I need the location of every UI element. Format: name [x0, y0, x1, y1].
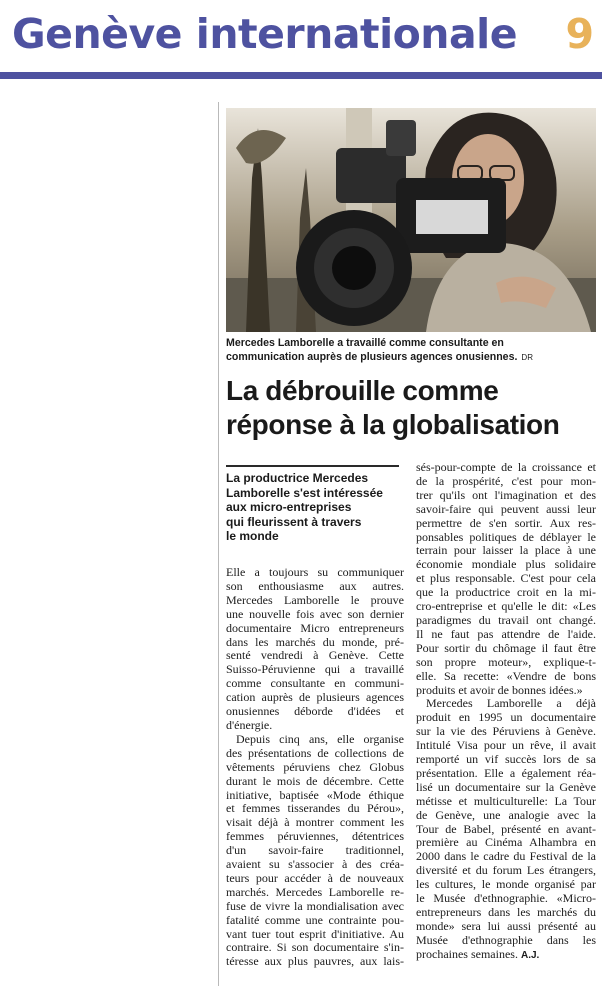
masthead — [0, 0, 602, 86]
body-line: monde» sera lui aussi présenté au — [416, 918, 596, 933]
caption-line: communication auprès de plusieurs agences onusiennes. — [226, 351, 518, 363]
article-headline — [226, 374, 596, 442]
article-lead — [226, 471, 404, 544]
body-line: Il ne faut pas attendre de l'aide. — [416, 626, 596, 641]
body-line: ponsables politiques de déblayer le — [416, 529, 596, 544]
body-line: senté vendredi à Genève. Cette — [226, 648, 404, 663]
body-line: elle. Sa recette: «Vendre de bons — [416, 668, 596, 683]
photo-credit: DR — [521, 353, 533, 362]
body-line: femmes péruviennes, détentrices — [226, 829, 404, 844]
body-line: cation auprès de plusieurs agences — [226, 690, 404, 705]
body-line: économie mondiale plus solidaire — [416, 557, 596, 572]
body-line: onusiennes déborde d'idées et — [226, 704, 404, 719]
body-line: entrepreneurs dans les marchés du — [416, 905, 596, 919]
caption-line: Mercedes Lamborelle a travaillé comme consultante en — [226, 337, 504, 349]
body-line: Intitulé Visa pour un rêve, il avait — [416, 738, 596, 753]
body-line: sur la vie des Péruviens à Genève. — [416, 724, 596, 739]
body-line: sés-pour-compte de la croissance et — [416, 460, 596, 474]
body-line: vant tuer tout esprit d'initiative. Au — [226, 926, 404, 941]
body-line: que la productrice croit en la mi- — [416, 585, 596, 600]
body-line: métisse et multiculturelle: La Tour — [416, 793, 596, 808]
section-title: Genève internationale — [12, 10, 518, 58]
body-line: produit en 1995 un documentaire — [416, 710, 596, 725]
body-line: Depuis cinq ans, elle organise — [236, 731, 404, 746]
body-line: son enthousiasme aux autres. — [226, 578, 404, 593]
body-line: et femmes tisserandes du Pérou», — [226, 801, 404, 816]
headline-line: La débrouille comme — [226, 375, 499, 406]
body-line: initiative, baptisée «Mode éthique — [226, 787, 404, 802]
lead-line: qui fleurissent à travers — [226, 514, 362, 529]
body-line: visait déjà à montrer comment les — [226, 815, 404, 830]
body-line-text: prochaines semaines. — [416, 946, 518, 961]
body-line: d'un savoir-faire traditionnel, — [226, 843, 404, 858]
body-line: terrain pour laisser la place à une — [416, 543, 596, 558]
body-line: d'énergie. — [226, 717, 273, 732]
body-line: lisé un documentaire sur la Genève — [416, 779, 596, 794]
body-line: Mercedes Lamborelle a déjà — [426, 696, 596, 711]
page-number: 9 — [565, 10, 594, 58]
body-line: des présentations de collections de — [226, 745, 404, 760]
body-line: première au Cinéma Alhambra en — [416, 835, 596, 850]
lead-line: Lamborelle s'est intéressée — [226, 485, 383, 500]
body-line: comme consultante en communi- — [226, 676, 404, 691]
body-column-2 — [416, 461, 596, 963]
body-line: permettre de s'en sortir. Aux res- — [416, 515, 596, 530]
body-line: Mercedes Lamborelle le prouve — [226, 592, 404, 607]
lead-line: le monde — [226, 529, 279, 543]
author-signature: A.J. — [520, 949, 540, 961]
body-line: marchés. Mercedes Lamborelle re- — [226, 884, 404, 899]
body-line: paradigmes du travail ont changé. — [416, 612, 596, 627]
body-line: diversité et du forum Les étrangers, — [416, 863, 596, 878]
masthead-rule — [0, 72, 602, 79]
body-line: avaient su s'associer à des créa- — [226, 857, 404, 872]
body-line: de Genève, une analogie avec la — [416, 807, 596, 822]
photo-caption — [226, 336, 596, 365]
body-line: vêtements péruviens chez Globus — [226, 759, 404, 774]
lead-line: aux micro-entreprises — [226, 500, 352, 514]
body-line: présentation. Elle a également réa- — [416, 765, 596, 780]
body-line: Musée d'ethnographie dans les — [416, 932, 596, 947]
body-line: remporté un vif succès lors de sa — [416, 752, 596, 767]
body-line — [416, 948, 596, 963]
body-line: trer qu'ils ont l'imagination et des — [416, 487, 596, 502]
body-line: Tour de Babel, présenté en avant- — [416, 821, 596, 836]
body-line: contraire. Si son documentaire s'in- — [226, 940, 404, 955]
body-line: de la prospérité, c'est pour mon- — [416, 473, 596, 488]
body-line: 2000 dans le cadre du Festival de la — [416, 849, 596, 864]
body-line: fatalité comme une contrainte pou- — [226, 912, 404, 927]
body-line: téresse aux plus pauvres, aux lais- — [226, 954, 404, 969]
body-line: Pour sortir du chômage il faut être — [416, 640, 596, 655]
body-line: durant le mois de décembre. Cette — [226, 773, 404, 788]
body-line: savoir-faire qui peuvent aussi leur — [416, 501, 596, 516]
headline-line: réponse à la globalisation — [226, 409, 560, 440]
body-line: Elle a toujours su communiquer — [226, 565, 404, 579]
body-line: Suisso-Péruvienne qui a travaillé — [226, 662, 404, 677]
lead-rule — [226, 465, 399, 467]
body-line: et plus responsable. C'est pour cela — [416, 571, 596, 586]
body-line: le Musée d'ethnographie. «Micro- — [416, 891, 596, 906]
body-column-1 — [226, 566, 404, 969]
body-line: dans les marchés du monde, pré- — [226, 634, 404, 649]
lead-line: La productrice Mercedes — [226, 471, 369, 485]
body-line: teurs pour accéder à de nouveaux — [226, 870, 404, 885]
column-divider — [218, 102, 219, 986]
body-line: produits et avoir de bonnes idées.» — [416, 682, 583, 697]
article-photo — [226, 108, 596, 332]
body-line: fuse de vivre la mondialisation avec — [226, 898, 404, 913]
body-line: les cultures, le monde organisé par — [416, 877, 596, 892]
body-line: son propre moteur», explique-t- — [416, 654, 596, 669]
body-line: une nouvelle fois avec son dernier — [226, 606, 404, 621]
body-line: documentaire Micro entrepreneurs — [226, 620, 404, 635]
photo-illustration — [226, 108, 596, 332]
body-line: cro-entreprise et qu'elle le dit: «Les — [416, 599, 596, 614]
